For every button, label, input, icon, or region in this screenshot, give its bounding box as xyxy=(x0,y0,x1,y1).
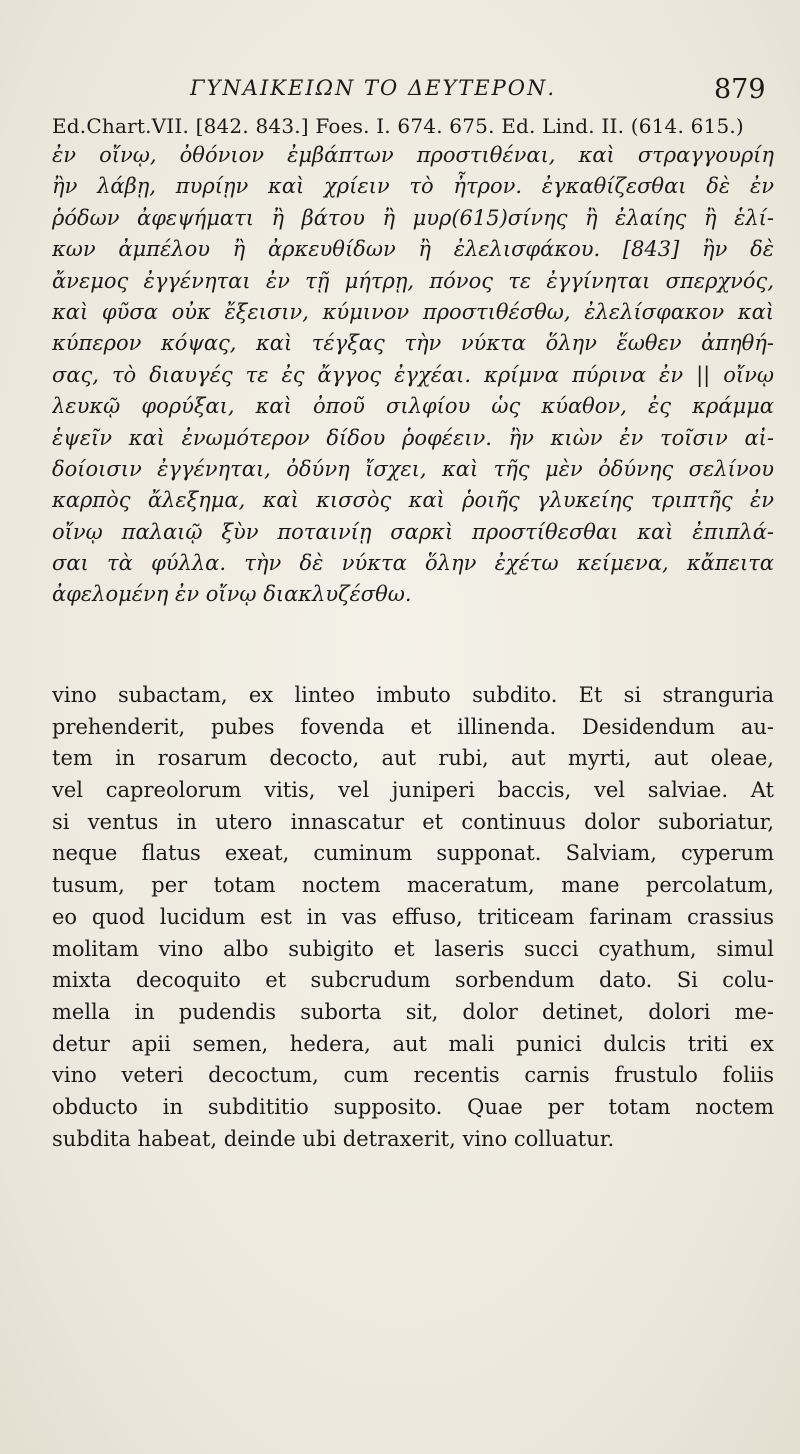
latin-line: obducto in subdititio supposito. Quae per totam noctem xyxy=(52,1094,774,1119)
greek-text-block xyxy=(52,140,774,611)
latin-line: si ventus in utero innascatur et continuus dolor suboriatur, xyxy=(52,809,774,834)
greek-line: καρπὸς ἄλεξημα, καὶ κισσὸς καὶ ῥοιῆς γλυκείης τριπτῆς ἐν xyxy=(52,488,774,513)
greek-line: καὶ φῦσα οὐκ ἔξεισιν, κύμινον προστιθέσθω, ἐλελίσφακον καὶ xyxy=(52,299,774,324)
latin-line: neque flatus exeat, cuminum supponat. Salviam, cyperum xyxy=(52,841,774,866)
greek-line: ἀφελομένη ἐν οἴνῳ διακλυζέσθω. xyxy=(52,582,412,607)
latin-line: mella in pudendis suborta sit, dolor detinet, dolori me- xyxy=(52,999,774,1024)
latin-line: tem in rosarum decocto, aut rubi, aut myrti, aut oleae, xyxy=(52,746,774,771)
greek-line: οἴνῳ παλαιῷ ξὺν ποταινίῃ σαρκὶ προστίθεσθαι καὶ ἐπιπλά- xyxy=(52,519,774,544)
greek-line: ἑψεῖν καὶ ἐνωμότερον δίδου ῥοφέειν. ἢν κιὼν ἐν τοῖσιν αἰ- xyxy=(52,425,774,450)
latin-line: vino subactam, ex linteo imbuto subdito. Et si stranguria xyxy=(52,683,774,707)
greek-line: ῥόδων ἀφεψήματι ἢ βάτου ἢ μυρ(615)σίνης ἢ ἐλαίης ἢ ἑλί- xyxy=(52,205,774,230)
latin-line: mixta decoquito et subcrudum sorbendum dato. Si colu- xyxy=(52,968,774,993)
greek-line: σας, τὸ διαυγές τε ἐς ἄγγος ἐγχέαι. κρίμνα πύρινα ἐν || οἴνῳ xyxy=(52,362,774,387)
latin-line: tusum, per totam noctem maceratum, mane percolatum, xyxy=(52,873,774,898)
greek-line: λευκῷ φορύξαι, καὶ ὀποῦ σιλφίου ὡς κύαθον, ἐς κράμμα xyxy=(52,394,774,419)
greek-line: δοίοισιν ἐγγένηται, ὀδύνη ἴσχει, καὶ τῆς μὲν ὀδύνης σελίνου xyxy=(52,456,774,481)
running-title: ΓΥΝΑΙΚΕΙΩΝ ΤΟ ΔΕΥΤΕΡΟΝ. xyxy=(190,76,557,100)
greek-line: ἐν οἴνῳ, ὀθόνιον ἐμβάπτων προστιθέναι, καὶ στραγγουρίη xyxy=(52,143,774,167)
greek-line: κων ἀμπέλου ἢ ἀρκευθίδων ἢ ἐλελισφάκου. [843] ἢν δὲ xyxy=(52,237,774,262)
latin-line: prehenderit, pubes fovenda et illinenda. Desidendum au- xyxy=(52,714,774,739)
latin-line: molitam vino albo subigito et laseris succi cyathum, simul xyxy=(52,936,774,961)
greek-line: κύπερον κόψας, καὶ τέγξας τὴν νύκτα ὅλην ἕωθεν ἀπηθή- xyxy=(52,331,774,356)
latin-line: subdita habeat, deinde ubi detraxerit, vino colluatur. xyxy=(52,1126,615,1151)
greek-line: ἢν λάβῃ, πυρίῃν καὶ χρίειν τὸ ἦτρον. ἐγκαθίζεσθαι δὲ ἐν xyxy=(52,174,774,199)
greek-line: ἄνεμος ἐγγένηται ἐν τῇ μήτρῃ, πόνος τε ἐγγίνηται σπερχνός, xyxy=(52,268,774,293)
latin-text-block xyxy=(52,680,774,1155)
latin-line: detur apii semen, hedera, aut mali punici dulcis triti ex xyxy=(52,1031,774,1056)
edition-reference: Ed.Chart.VII. [842. 843.] Foes. I. 674. 675. Ed. Lind. II. (614. 615.) xyxy=(52,114,744,138)
greek-line: σαι τὰ φύλλα. τὴν δὲ νύκτα ὅλην ἐχέτω κείμενα, κἄπειτα xyxy=(52,551,774,576)
latin-line: vino veteri decoctum, cum recentis carnis frustulo foliis xyxy=(52,1063,774,1088)
page-number: 879 xyxy=(714,74,766,105)
latin-line: vel capreolorum vitis, vel juniperi baccis, vel salviae. At xyxy=(52,778,774,803)
latin-line: eo quod lucidum est in vas effuso, triticeam farinam crassius xyxy=(52,904,774,929)
